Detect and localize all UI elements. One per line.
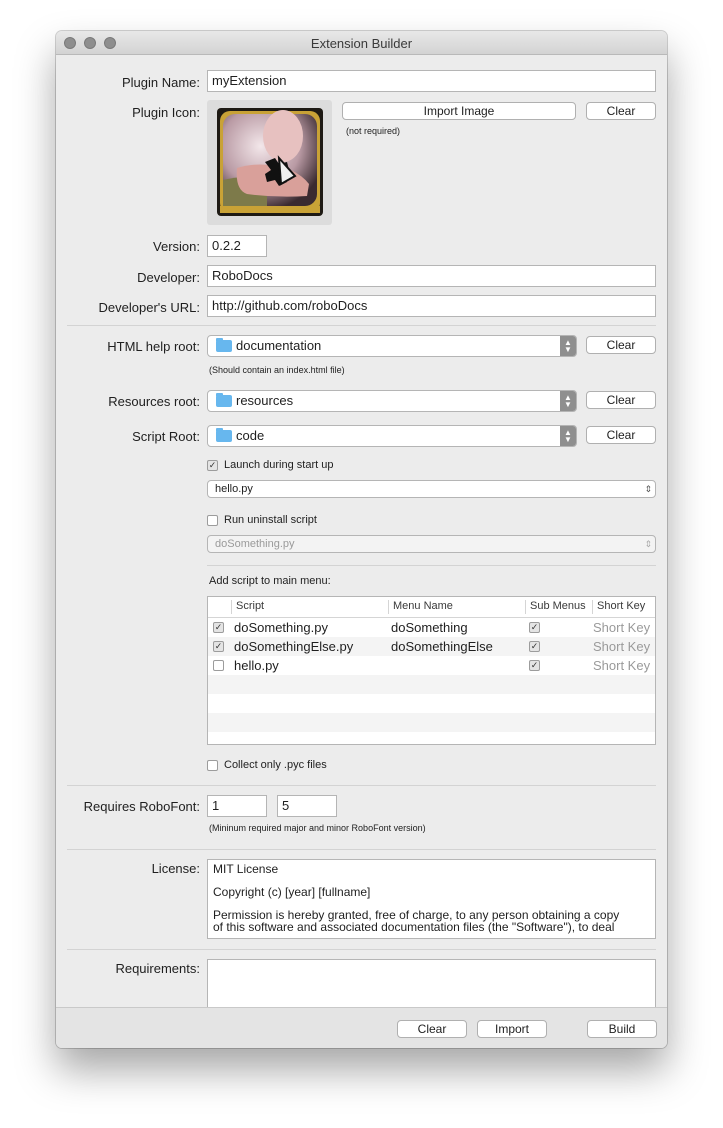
license-line: of this software and associated documentation files (the "Software"), to deal (213, 920, 615, 934)
footer-bar (56, 1007, 667, 1048)
html-help-popup[interactable] (207, 335, 577, 357)
row-enabled-checkbox[interactable]: ✓ (214, 622, 223, 632)
license-line: MIT License (213, 862, 279, 876)
column-header-sub-menus[interactable]: Sub Menus (530, 600, 586, 612)
clear-script-root-button[interactable]: Clear (586, 426, 656, 444)
row-short-key[interactable]: Short Key (593, 639, 651, 654)
column-separator (231, 600, 232, 614)
table-row[interactable] (208, 656, 655, 675)
version-input[interactable]: 0.2.2 (207, 235, 267, 257)
developer-url-label: Developer's URL: (98, 300, 200, 315)
robofont-note: (Mininum required major and minor RoboFont version) (209, 823, 426, 833)
developer-label: Developer: (137, 270, 200, 285)
resources-value: resources (236, 393, 294, 408)
folder-icon (216, 430, 232, 442)
column-header-menu-name[interactable]: Menu Name (393, 600, 453, 612)
robofont-minor-input[interactable]: 5 (277, 795, 337, 817)
column-separator (525, 600, 526, 614)
version-label: Version: (153, 239, 200, 254)
license-textarea[interactable] (207, 859, 656, 939)
empty-row (208, 694, 655, 713)
menu-label: Add script to main menu: (209, 575, 331, 587)
resources-label: Resources root: (108, 394, 200, 409)
separator (207, 565, 656, 566)
row-enabled-checkbox[interactable] (213, 660, 224, 671)
license-line: Copyright (c) [year] [fullname] (213, 885, 371, 899)
window-title: Extension Builder (310, 36, 413, 51)
import-button[interactable]: Import (477, 1020, 547, 1038)
build-button[interactable]: Build (587, 1020, 657, 1038)
clear-all-button[interactable]: Clear (397, 1020, 467, 1038)
plugin-icon-well[interactable] (207, 100, 332, 225)
separator (67, 849, 656, 850)
pyc-checkbox[interactable] (207, 760, 218, 771)
clear-html-help-button[interactable]: Clear (586, 336, 656, 354)
row-script: hello.py (234, 658, 279, 673)
row-short-key[interactable]: Short Key (593, 658, 651, 673)
row-sub-menus-checkbox[interactable]: ✓ (530, 660, 539, 670)
requirements-label: Requirements: (115, 961, 200, 976)
launch-label: Launch during start up (224, 459, 334, 471)
launch-script-value: hello.py (215, 483, 253, 495)
table-row[interactable] (208, 637, 655, 656)
icon-not-required-note: (not required) (346, 126, 401, 136)
column-header-script[interactable]: Script (236, 600, 265, 612)
popup-arrows-icon: ⇕ (644, 539, 652, 549)
row-short-key[interactable]: Short Key (593, 620, 651, 635)
row-menu-name[interactable]: doSomething (391, 620, 468, 635)
developer-url-input[interactable]: http://github.com/roboDocs (207, 295, 656, 317)
plugin-name-label: Plugin Name: (121, 75, 200, 90)
column-header-short-key[interactable]: Short Key (597, 600, 646, 612)
row-script: doSomething.py (234, 620, 328, 635)
html-help-label: HTML help root: (107, 339, 200, 354)
html-help-value: documentation (236, 338, 322, 353)
menu-table[interactable] (207, 596, 656, 745)
robofont-major-input[interactable]: 1 (207, 795, 267, 817)
folder-icon (216, 340, 232, 352)
uninstall-script-value: doSomething.py (215, 538, 295, 550)
extension-builder-window (56, 31, 667, 1048)
table-row[interactable] (208, 618, 655, 637)
clear-icon-button[interactable]: Clear (586, 102, 656, 120)
uninstall-label: Run uninstall script (224, 514, 317, 526)
uninstall-checkbox[interactable] (207, 515, 218, 526)
popup-arrows-icon: ⇕ (644, 484, 652, 494)
plugin-name-input[interactable]: myExtension (207, 70, 656, 92)
row-menu-name[interactable]: doSomethingElse (391, 639, 493, 654)
popup-arrows-icon: ▲ ▼ (560, 426, 576, 446)
pyc-label: Collect only .pyc files (224, 759, 327, 771)
popup-arrows-icon: ▲ ▼ (560, 336, 576, 356)
separator (67, 785, 656, 786)
folder-icon (216, 395, 232, 407)
launch-checkbox[interactable]: ✓ (208, 460, 217, 470)
row-script: doSomethingElse.py (234, 639, 354, 654)
clear-resources-button[interactable]: Clear (586, 391, 656, 409)
developer-input[interactable]: RoboDocs (207, 265, 656, 287)
launch-script-popup[interactable] (207, 480, 656, 498)
script-root-popup[interactable] (207, 425, 577, 447)
column-separator (388, 600, 389, 614)
row-enabled-checkbox[interactable]: ✓ (214, 641, 223, 651)
import-image-button[interactable]: Import Image (342, 102, 576, 120)
title-bar[interactable] (56, 31, 667, 55)
row-sub-menus-checkbox[interactable]: ✓ (530, 641, 539, 651)
empty-row (208, 675, 655, 694)
html-help-note: (Should contain an index.html file) (209, 365, 345, 375)
plugin-icon-label: Plugin Icon: (132, 105, 200, 120)
separator (67, 949, 656, 950)
script-root-label: Script Root: (132, 429, 200, 444)
license-line: Permission is hereby granted, free of charge, to any person obtaining a copy (213, 908, 620, 922)
empty-row (208, 713, 655, 732)
separator (67, 325, 656, 326)
popup-arrows-icon: ▲ ▼ (560, 391, 576, 411)
plugin-icon-image-icon (207, 100, 332, 225)
script-root-value: code (236, 428, 265, 443)
row-sub-menus-checkbox[interactable]: ✓ (530, 622, 539, 632)
robofont-label: Requires RoboFont: (83, 799, 200, 814)
license-label: License: (151, 861, 200, 876)
uninstall-script-popup[interactable] (207, 535, 656, 553)
resources-popup[interactable] (207, 390, 577, 412)
column-separator (592, 600, 593, 614)
table-header (208, 597, 655, 618)
